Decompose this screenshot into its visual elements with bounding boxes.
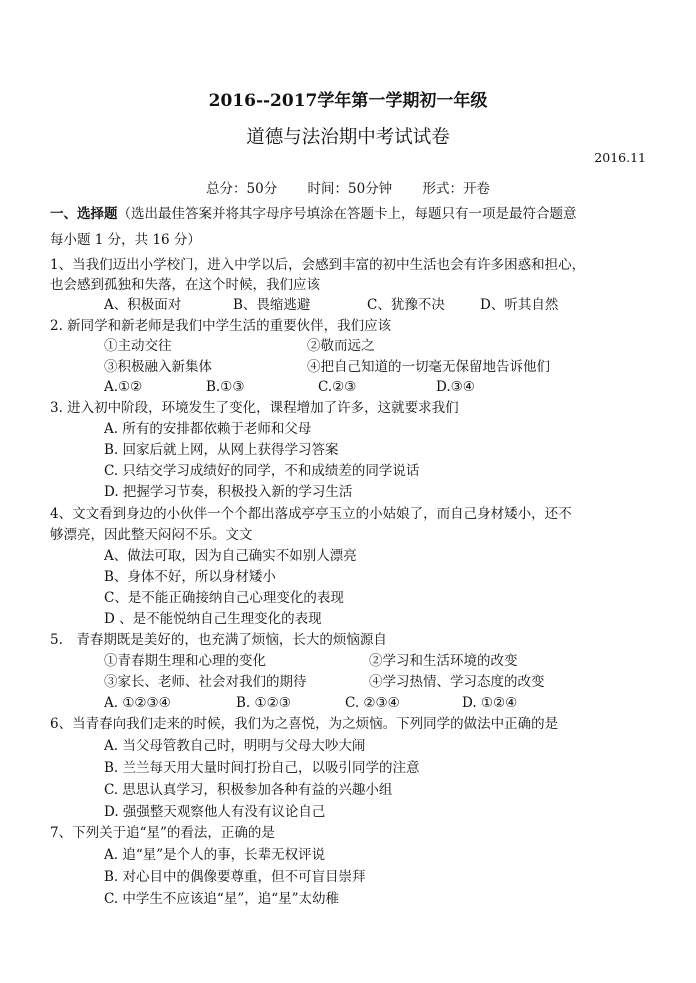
q3-option-b: B. 回家后就上网，从网上获得学习答案 xyxy=(104,442,339,458)
q4-stem: 4、文文看到身边的小伙伴一个个都出落成亭亭玉立的小姑娘了，而自己身材矮小，还不 xyxy=(50,506,572,522)
q5-option-d: D. ①②④ xyxy=(462,695,518,711)
q6-option-b: B. 兰兰每天用大量时间打扮自己，以吸引同学的注意 xyxy=(104,760,420,776)
q2-item-3: ③积极融入新集体 xyxy=(104,359,212,375)
section-heading xyxy=(50,205,577,224)
q2-option-c: C.②③ xyxy=(318,379,357,395)
section-label: 一、选择题 xyxy=(50,206,118,222)
q1-option-a: A、积极面对 xyxy=(104,297,182,313)
q3-stem: 3. 进入初中阶段，环境发生了变化，课程增加了许多，这就要求我们 xyxy=(50,400,459,416)
exam-date: 2016.11 xyxy=(594,150,646,165)
q6-option-c: C. 思思认真学习，积极参加各种有益的兴趣小组 xyxy=(104,782,393,798)
q5-option-a: A. ①②③④ xyxy=(104,695,171,711)
q5-item-2: ②学习和生活环境的改变 xyxy=(369,653,518,669)
q1-stem: 1、当我们迈出小学校门，进入中学以后，会感到丰富的初中生活也会有许多困惑和担心， xyxy=(50,257,586,273)
q4-option-c: C、是不能正确接纳自己心理变化的表现 xyxy=(104,590,344,606)
section-instruction-2: 每小题 1 分，共 16 分） xyxy=(50,232,201,248)
q5-option-c: C. ②③④ xyxy=(345,695,400,711)
q7-option-b: B. 对心目中的偶像要尊重，但不可盲目崇拜 xyxy=(104,869,366,885)
total-score: 总分：50分 xyxy=(206,181,278,197)
q1-option-d: D、听其自然 xyxy=(480,297,559,313)
q2-item-1: ①主动交往 xyxy=(104,338,172,354)
q7-option-a: A. 追“星”是个人的事，长辈无权评说 xyxy=(104,847,326,863)
q3-option-c: C. 只结交学习成绩好的同学，不和成绩差的同学说话 xyxy=(104,463,420,479)
q7-stem: 7、下列关于追“星”的看法，正确的是 xyxy=(50,825,275,841)
exam-info xyxy=(0,177,696,197)
q1-option-b: B、畏缩逃避 xyxy=(233,297,311,313)
q3-option-d: D. 把握学习节奏，积极投入新的学习生活 xyxy=(104,484,353,500)
q3-option-a: A. 所有的安排都依赖于老师和父母 xyxy=(104,421,312,437)
q2-item-4: ④把自己知道的一切毫无保留地告诉他们 xyxy=(307,359,550,375)
q5-item-4: ④学习热情、学习态度的改变 xyxy=(369,674,545,690)
q2-option-b: B.①③ xyxy=(206,379,245,395)
q7-option-c: C. 中学生不应该追“星”，追“星”太幼稚 xyxy=(104,891,340,907)
q6-option-a: A. 当父母管教自己时，明明与父母大吵大闹 xyxy=(104,738,366,754)
section-instruction-1: （选出最佳答案并将其字母序号填涂在答题卡上，每题只有一项是最符合题意 xyxy=(117,206,577,222)
exam-format: 形式：开卷 xyxy=(422,181,490,197)
q5-item-3: ③家长、老师、社会对我们的期待 xyxy=(104,674,307,690)
exam-subtitle: 道德与法治期中考试试卷 xyxy=(246,127,450,148)
q4-option-b: B、身体不好，所以身材矮小 xyxy=(104,569,276,585)
q4-option-d: D 、是不能悦纳自己生理变化的表现 xyxy=(104,611,322,627)
q4-stem-2: 够漂亮，因此整天闷闷不乐。文文 xyxy=(50,527,253,543)
q5-item-1: ①青春期生理和心理的变化 xyxy=(104,653,266,669)
q2-stem: 2. 新同学和新老师是我们中学生活的重要伙伴，我们应该 xyxy=(50,318,392,334)
exam-title: 2016--2017学年第一学期初一年级 xyxy=(208,91,488,111)
q6-option-d: D. 强强整天观察他人有没有议论自己 xyxy=(104,804,326,820)
q2-item-2: ②敬而远之 xyxy=(307,338,375,354)
q2-option-a: A.①② xyxy=(104,379,143,395)
q1-stem-2: 也会感到孤独和失落，在这个时候，我们应该 xyxy=(50,277,320,293)
q1-option-c: C、犹豫不决 xyxy=(367,297,445,313)
q2-option-d: D.③④ xyxy=(436,379,475,395)
exam-time: 时间：50分钟 xyxy=(307,181,393,197)
q5-stem: 5. 青春期既是美好的，也充满了烦恼，长大的烦恼源自 xyxy=(50,632,387,648)
q4-option-a: A、做法可取，因为自己确实不如别人漂亮 xyxy=(104,548,357,564)
q6-stem: 6、当青春向我们走来的时候，我们为之喜悦，为之烦恼。下列同学的做法中正确的是 xyxy=(50,716,559,732)
q5-option-b: B. ①②③ xyxy=(236,695,291,711)
